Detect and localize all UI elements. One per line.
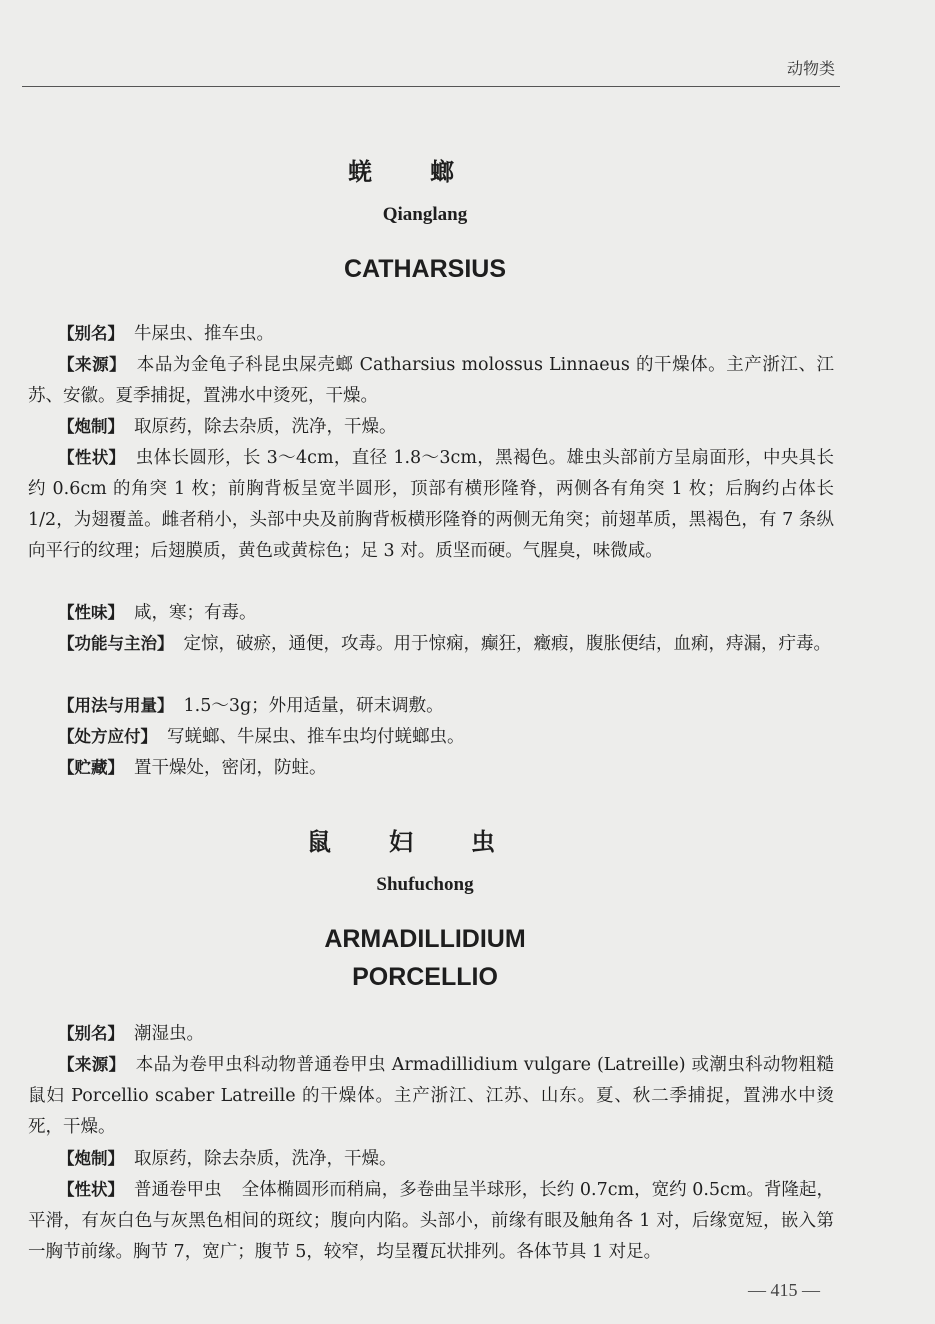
section-label: 【功能与主治】: [58, 634, 174, 653]
entry-pinyin: Qianglang: [382, 204, 468, 225]
section-dosage: [28, 690, 834, 722]
section-text: 本品为金龟子科昆虫屎壳螂 Catharsius molossus Linnaeus 的干燥体。主产浙江、江苏、安徽。夏季捕捉，置沸水中烫死，干燥。: [28, 355, 835, 406]
entry-title-zh: 蜣螂: [348, 157, 512, 186]
section-alias: [28, 1018, 834, 1050]
section-alias: [28, 318, 834, 350]
section-text: 置干燥处，密闭，防蛀。: [134, 758, 327, 778]
section-text: 取原药，除去杂质，洗净，干燥。: [134, 417, 397, 437]
section-source: [28, 1049, 834, 1143]
section-label: 【别名】: [58, 324, 124, 343]
section-label: 【来源】: [58, 355, 127, 374]
section-characters: [28, 442, 834, 567]
section-prescription: [28, 721, 834, 753]
entry-latin: [0, 920, 850, 996]
section-processing: [28, 1143, 834, 1175]
page-number: — 415 —: [748, 1280, 820, 1300]
section-label: 【处方应付】: [58, 727, 157, 746]
entry-latin-line: PORCELLIO: [352, 963, 498, 991]
section-text: 本品为卷甲虫科动物普通卷甲虫 Armadillidium vulgare (Latreille) 或潮虫科动物粗糙鼠妇 Porcellio scaber Latreille 的干燥体。主产浙江、江苏、山东。夏、秋二季捕捉，置沸水中烫死，干燥。: [28, 1055, 834, 1137]
section-label: 【别名】: [58, 1024, 124, 1043]
running-header: 动物类: [786, 59, 835, 78]
entry-latin: CATHARSIUS: [343, 255, 507, 283]
section-processing: [28, 411, 834, 443]
section-label: 【贮藏】: [58, 758, 124, 777]
section-label: 【炮制】: [58, 417, 124, 436]
section-characters: [28, 1174, 834, 1268]
section-storage: [28, 752, 834, 784]
section-label: 【用法与用量】: [58, 696, 174, 715]
section-label: 【炮制】: [58, 1149, 124, 1168]
section-text: 1.5～3g；外用适量，研末调敷。: [183, 696, 444, 716]
section-text: 虫体长圆形，长 3～4cm，直径 1.8～3cm，黑褐色。雄虫头部前方呈扇面形，中央具长约 0.6cm 的角突 1 枚；前胸背板呈宽半圆形，顶部有横形隆脊，两侧各有角突 1 枚；后胸约占体长 1/2，为翅覆盖。雌者稍小，头部中央及前胸背板横形隆脊的两侧无角突；前翅革质，黑褐色，有 7 条纵向平行的纹理；后翅膜质，黄色或黄棕色；足 3 对。质坚而硬。气腥臭，味微咸。: [28, 448, 834, 561]
section-label: 【来源】: [58, 1055, 126, 1074]
section-text: 取原药，除去杂质，洗净，干燥。: [134, 1149, 397, 1169]
entry-pinyin: Shufuchong: [376, 874, 474, 895]
section-text: 全体椭圆形而稍扁，多卷曲呈半球形，长约 0.7cm，宽约 0.5cm。背隆起，平滑，有灰白色与灰黑色相间的斑纹；腹向内陷。头部小，前缘有眼及触角各 1 对，后缘宽短，嵌入第一胸节前缘。胸节 7，宽广；腹节 5，较窄，均呈覆瓦状排列。各体节具 1 对足。: [28, 1180, 835, 1262]
section-text: 潮湿虫。: [134, 1024, 204, 1044]
section-nature: [28, 597, 834, 629]
section-text: 咸，寒；有毒。: [134, 603, 257, 623]
entry-title-zh: 鼠妇虫: [307, 827, 553, 856]
section-text: 写蜣螂、牛屎虫、推车虫均付蜣螂虫。: [167, 727, 465, 747]
section-functions: [28, 628, 834, 660]
section-source: [28, 349, 834, 412]
section-subhead: 普通卷甲虫: [134, 1180, 222, 1200]
section-label: 【性味】: [58, 603, 124, 622]
section-label: 【性状】: [58, 1180, 125, 1199]
section-label: 【性状】: [58, 448, 126, 467]
header-rule: [22, 86, 840, 87]
section-text: 定惊，破瘀，通便，攻毒。用于惊痫，癫狂，癥瘕，腹胀便结，血痢，痔漏，疔毒。: [183, 634, 831, 654]
entry-latin-line: ARMADILLIDIUM: [324, 925, 526, 953]
section-text: 牛屎虫、推车虫。: [134, 324, 274, 344]
